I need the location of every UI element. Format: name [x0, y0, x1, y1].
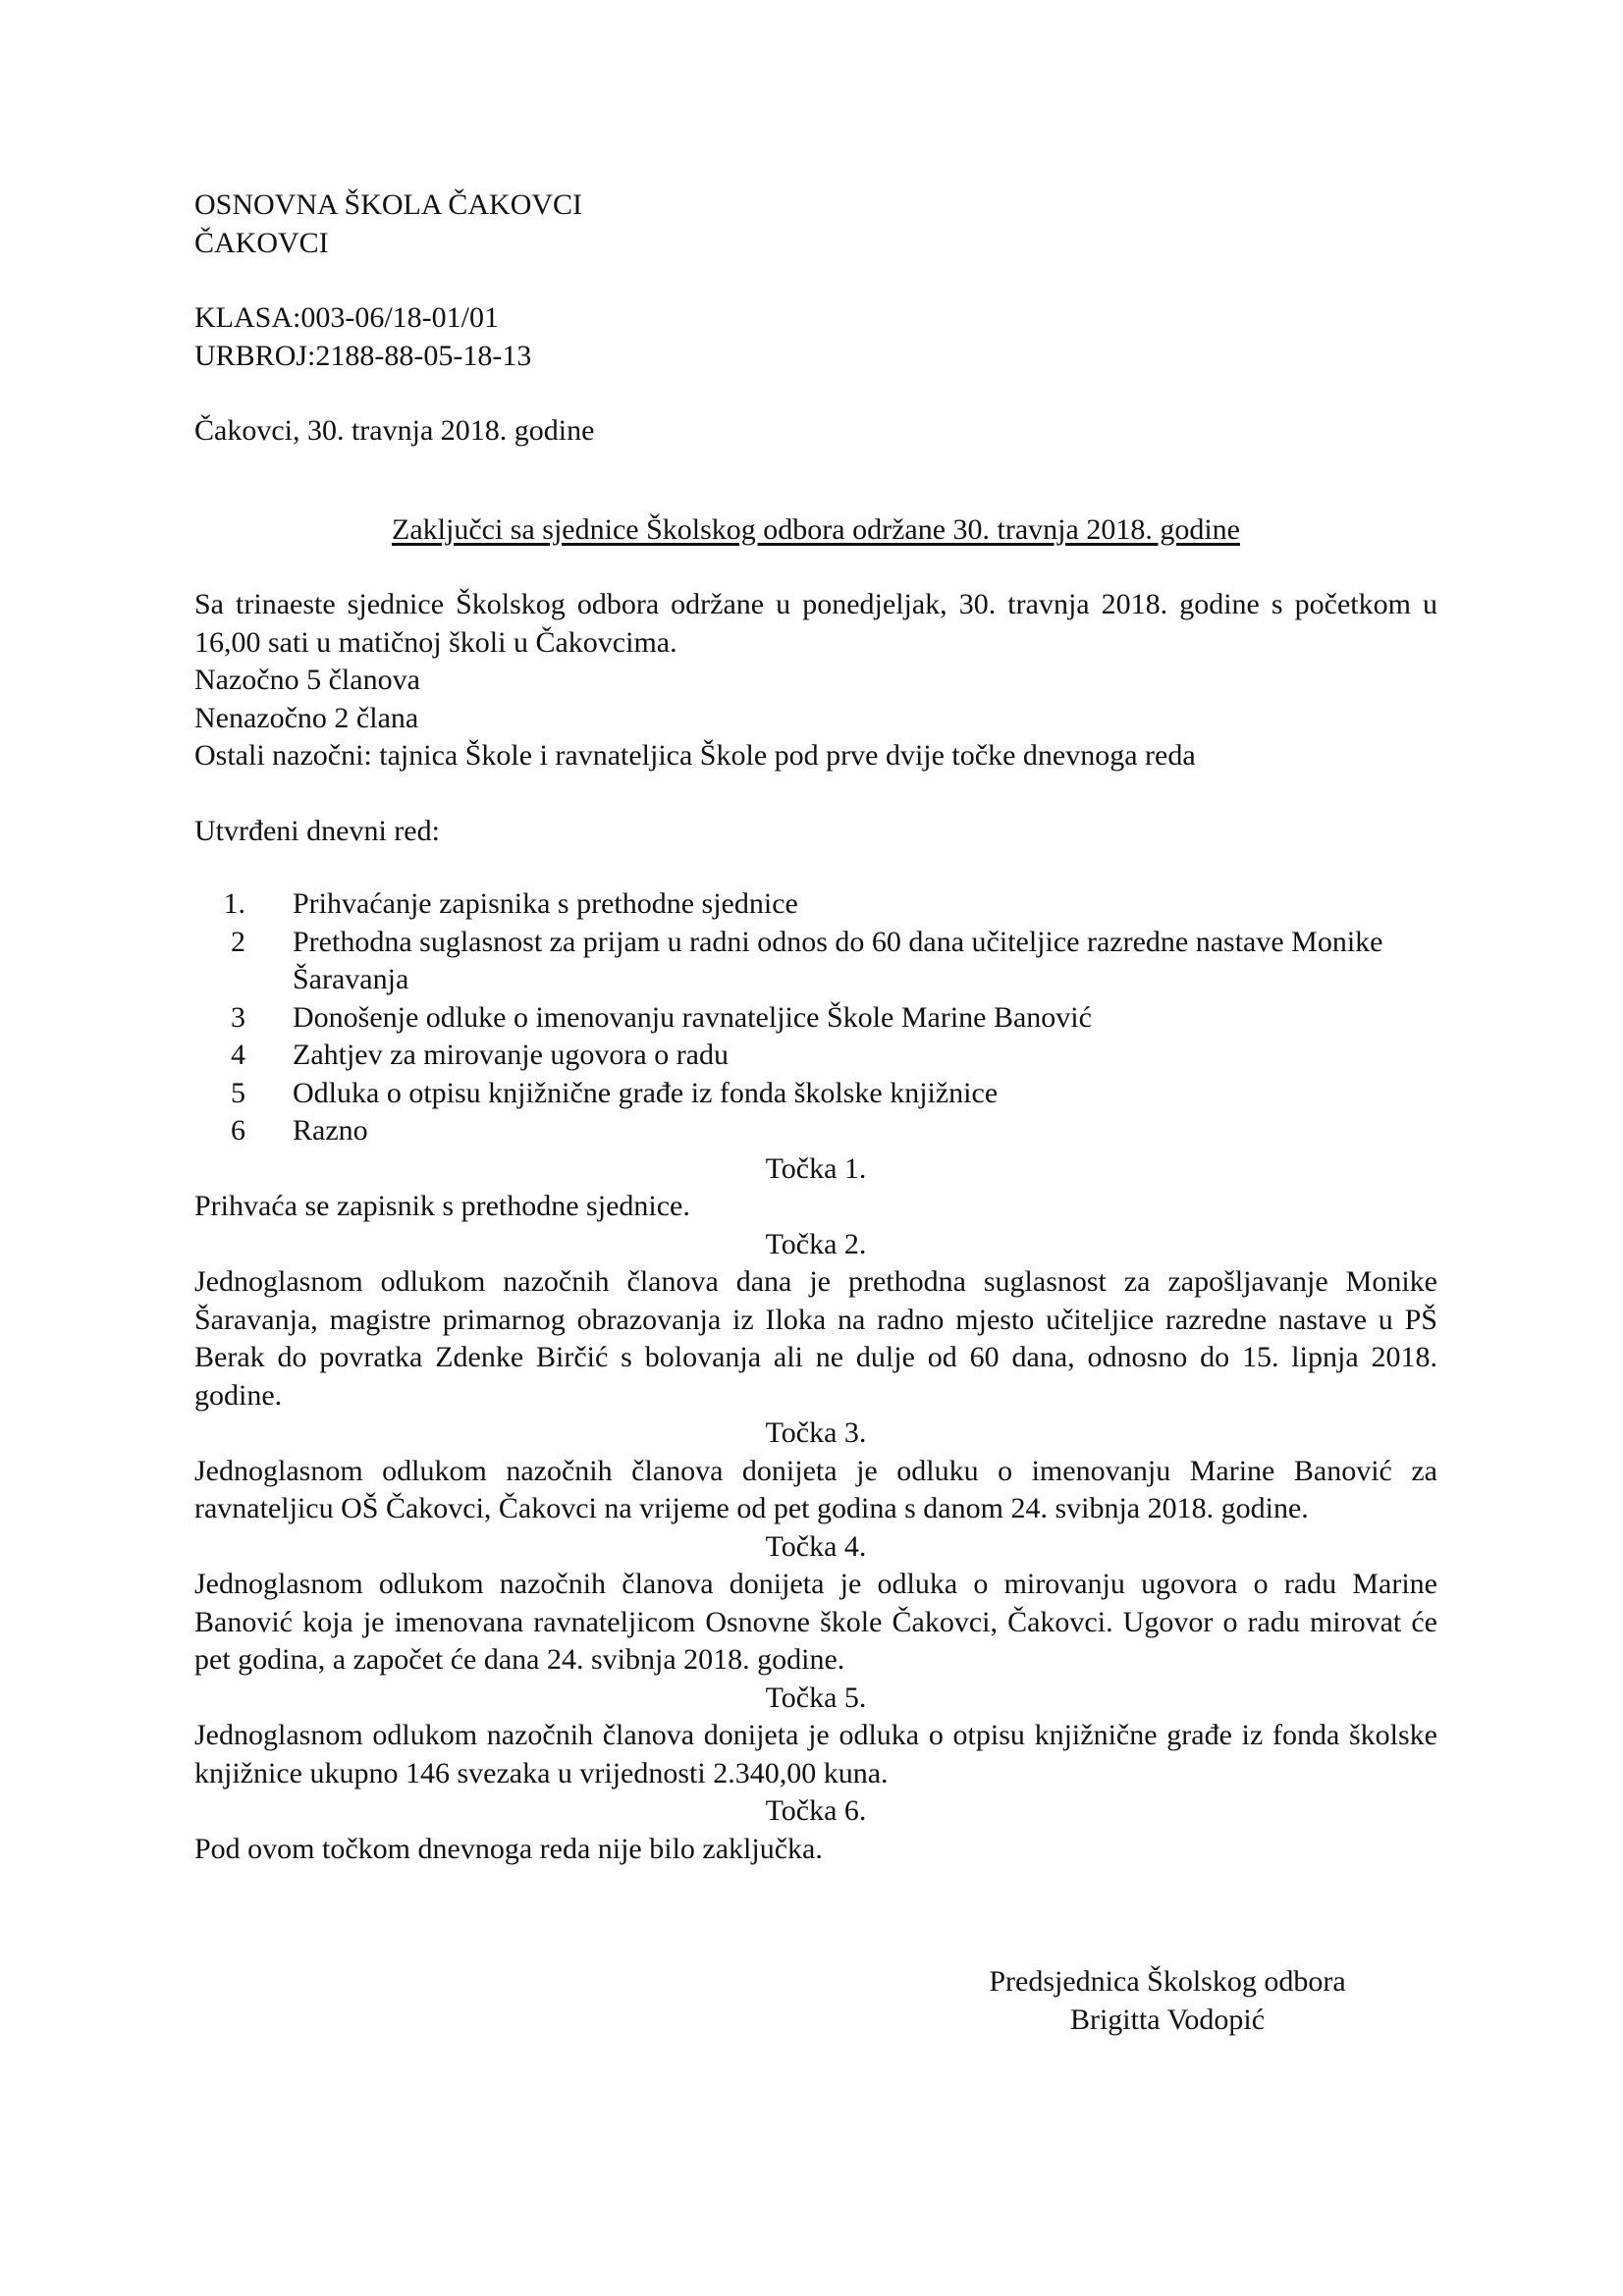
agenda-item-number: 4 — [231, 1039, 245, 1071]
document-title: Zaključci sa sjednice Školskog odbora održane 30. travnja 2018. godine — [392, 512, 1240, 546]
agenda-item-number: 3 — [231, 1000, 245, 1034]
school-town: ČAKOVCI — [194, 226, 329, 259]
point-heading: Točka 6. — [765, 1794, 867, 1827]
intro-paragraph: Sa trinaeste sjednice Školskog odbora održane u ponedjeljak, 30. travnja 2018. godine s početkom u 16,00 sati u matičnoj školi u Čakovcima. — [194, 588, 1437, 659]
document-body — [194, 187, 1437, 1868]
agenda-item — [194, 1112, 1437, 1150]
place-date: Čakovci, 30. travnja 2018. godine — [194, 414, 595, 447]
point-heading: Točka 1. — [765, 1151, 867, 1185]
point-heading: Točka 5. — [765, 1681, 867, 1714]
agenda-item — [194, 999, 1437, 1038]
agenda-item-text: Donošenje odluke o imenovanju ravnateljice Škole Marine Banović — [293, 1000, 1092, 1034]
present-count: Nazočno 5 članova — [194, 664, 420, 696]
agenda-item — [194, 924, 1437, 999]
agenda-item-text: Odluka o otpisu knjižnične građe iz fonda školske knjižnice — [293, 1076, 999, 1109]
agenda-item-number: 1. — [223, 887, 245, 920]
point-heading: Točka 4. — [765, 1529, 867, 1563]
agenda-item — [194, 885, 1437, 924]
point-heading: Točka 3. — [765, 1416, 867, 1449]
signature-role: Predsjednica Školskog odbora — [989, 1965, 1346, 1998]
point-text: Jednoglasnom odlukom nazočnih članova donijeta je odluka o otpisu knjižnične građe iz fonda školske knjižnice ukupno 146 svezaka u vrijednosti 2.340,00 kuna. — [194, 1719, 1437, 1789]
agenda-item-text: Prihvaćanje zapisnika s prethodne sjednice — [293, 887, 798, 920]
absent-count: Nenazočno 2 člana — [194, 701, 419, 734]
school-name: OSNOVNA ŠKOLA ČAKOVCI — [194, 188, 583, 221]
klasa-number: KLASA:003-06/18-01/01 — [194, 301, 499, 334]
point-text: Jednoglasnom odlukom nazočnih članova dana je prethodna suglasnost za zapošljavanje Monike Šaravanja, magistre primarnog obrazovanja iz Iloka na radno mjesto učiteljice razredne nastave u PŠ Berak do povratka Zdenke Birčić s bolovanja ali ne dulje od 60 dana, odnosno do 15. lipnja 2018. godine. — [194, 1265, 1437, 1412]
agenda-item-number: 6 — [231, 1114, 245, 1147]
agenda-item-text: Zahtjev za mirovanje ugovora o radu — [293, 1039, 729, 1071]
agenda-list — [194, 885, 1437, 1150]
agenda-item — [194, 1037, 1437, 1075]
agenda-item-number: 5 — [231, 1076, 245, 1109]
point-text: Jednoglasnom odlukom nazočnih članova donijeta je odluku o imenovanju Marine Banović za ravnateljicu OŠ Čakovci, Čakovci na vrijeme od pet godina s danom 24. svibnja 2018. godine. — [194, 1454, 1437, 1524]
agenda-item-text: Prethodna suglasnost za prijam u radni odnos do 60 dana učiteljice razredne nastave Monike Šaravanja — [293, 925, 1383, 995]
point-text: Pod ovom točkom dnevnoga reda nije bilo zaključka. — [194, 1832, 823, 1865]
signature-name: Brigitta Vodopić — [1069, 2002, 1266, 2036]
agenda-item-number: 2 — [231, 925, 245, 958]
urbroj-number: URBROJ:2188-88-05-18-13 — [194, 339, 532, 372]
signature-block — [958, 1963, 1377, 2039]
agenda-item — [194, 1075, 1437, 1113]
point-text: Jednoglasnom odlukom nazočnih članova donijeta je odluka o mirovanju ugovora o radu Marine Banović koja je imenovana ravnateljicom Osnovne škole Čakovci, Čakovci. Ugovor o radu mirovat će pet godina, a započet će dana 24. svibnja 2018. godine. — [194, 1568, 1437, 1676]
others-present: Ostali nazočni: tajnica Škole i ravnateljica Škole pod prve dvije točke dnevnoga reda — [194, 739, 1196, 772]
agenda-item-text: Razno — [293, 1114, 368, 1147]
point-heading: Točka 2. — [765, 1227, 867, 1260]
agenda-heading: Utvrđeni dnevni red: — [194, 814, 440, 847]
point-text: Prihvaća se zapisnik s prethodne sjednice. — [194, 1190, 690, 1222]
